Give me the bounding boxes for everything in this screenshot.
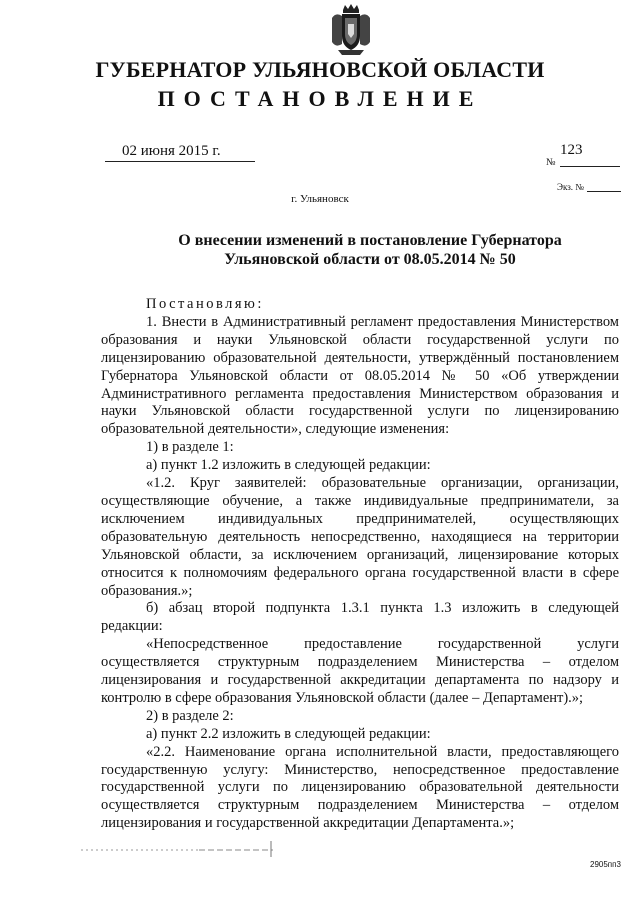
paragraph-1: 1. Внести в Административный регламент предоставления Министерством образования и науки Ульяновской области государственной услуги по лицензированию образовательной деятельности, утверждённый постановлением Губернатора Ульяновской области от 08.05.2014 № 50 «Об утверждении Административного регламента предоставления Министерством образования и науки Ульяновской области государственной услуги по лицензированию образовательной деятельности», следующие изменения:: [101, 313, 619, 438]
number-underline: [560, 166, 620, 167]
copy-number-label: Экз. №: [557, 182, 584, 192]
resolve-heading: Постановляю:: [146, 296, 264, 312]
paragraph-provision: «Непосредственное предоставление государственной услуги осуществляется структурным подразделением Министерства – отделом лицензирования и государственной аккредитации департамента по надзору и контролю в сфере образования Ульяновской области (далее – Департамент).»;: [101, 636, 619, 706]
paragraph-applicants: «1.2. Круг заявителей: образовательные организации, организации, осуществляющие обучение, а также индивидуальные предприниматели, за исключением индивидуальных предпринимателей, осуществляющих образовательную деятельность непосредственно, находящиеся на территории Ульяновской области, за исключением организаций, лицензирование которых относится к полномочиям федерального органа государственной власти в сфере образования.»;: [101, 475, 619, 599]
document-number: 123: [560, 142, 583, 158]
footer-dashed-line: [81, 841, 273, 857]
number-label: №: [546, 157, 556, 168]
paragraph-item-b: б) абзац второй подпункта 1.3.1 пункта 1.3 изложить в следующей редакции:: [101, 600, 619, 635]
paragraph-item-a: а) пункт 1.2 изложить в следующей редакции:: [146, 457, 431, 474]
document-date: 02 июня 2015 г.: [122, 143, 221, 159]
subject-line-1: О внесении изменений в постановление Губернатора: [178, 232, 562, 249]
paragraph-section-1: 1) в разделе 1:: [146, 439, 234, 456]
coat-of-arms-icon: [330, 4, 372, 56]
governor-title: ГУБЕРНАТОР УЛЬЯНОВСКОЙ ОБЛАСТИ: [95, 57, 545, 82]
document-subject: [130, 231, 610, 269]
document-type: ПОСТАНОВЛЕНИЕ: [157, 86, 483, 111]
city: г. Ульяновск: [291, 193, 349, 205]
date-underline: [105, 161, 255, 162]
document-body: [101, 296, 619, 833]
paragraph-item-a-2: а) пункт 2.2 изложить в следующей редакции:: [146, 725, 431, 742]
subject-line-2: Ульяновской области от 08.05.2014 № 50: [224, 251, 516, 268]
copy-number-underline: [587, 191, 621, 192]
paragraph-section-2: 2) в разделе 2:: [146, 707, 234, 724]
document-code: 2905пп3: [590, 860, 621, 869]
paragraph-authority: «2.2. Наименование органа исполнительной власти, предоставляющего государственную услугу: Министерство, непосредственное предоставление государственной услуги по лицензированию образовательной деятельности осуществляется структурным подразделением Министерства – отделом лицензирования и государственной аккредитации Департамента.»;: [101, 743, 619, 832]
